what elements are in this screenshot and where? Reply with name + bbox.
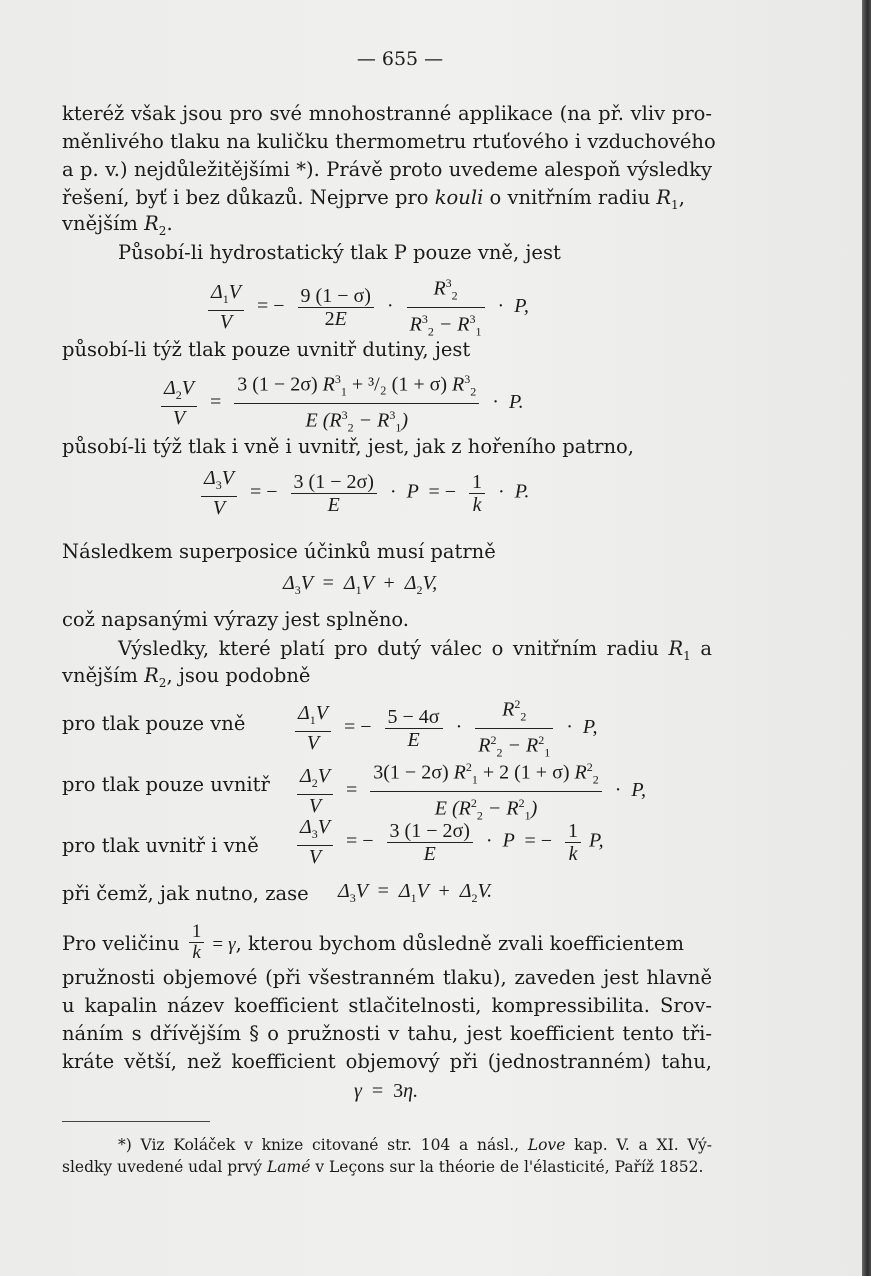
emphasis: kouli bbox=[434, 186, 484, 209]
binding-gutter bbox=[862, 0, 871, 1276]
page-number: — 655 — bbox=[356, 48, 444, 70]
text-line: Výsledky, které platí pro dutý válec o vnitřním radiu $R_1$ a bbox=[118, 637, 713, 663]
equation-cylinder-inner: $\frac{\Delta_2V}{V}$ = $\frac{3(1 - 2\sigma) R^2_1 + 2 (1 + \sigma) R^2_2}{E (R^2_2 - R^2_1)}$ · P, bbox=[294, 756, 646, 826]
label-outside: pro tlak pouze vně bbox=[62, 712, 246, 735]
text-line: Působí-li hydrostatický tlak P pouze vně, jest bbox=[118, 241, 561, 264]
text-line: řešení, byť i bez důkazů. Nejprve pro kouli o vnitřním radiu $R_1$, bbox=[62, 186, 685, 212]
text-line: a p. v.) nejdůležitějšími *). Právě proto uvedeme alespoň výsledky bbox=[62, 158, 712, 181]
text-line: u kapalin název koefficient stlačitelnosti, kompressibilita. Srov- bbox=[62, 994, 712, 1017]
text-line: náním s dřívějším § o pružnosti v tahu, jest koefficient tento tři- bbox=[62, 1022, 712, 1045]
equation-superposition: $\Delta_3V = \Delta_1V + \Delta_2V$, bbox=[283, 572, 438, 597]
text-line: což napsanými výrazy jest splněno. bbox=[62, 608, 410, 631]
text-line: vnějším $R_2$. bbox=[62, 212, 173, 238]
text-line: pružnosti objemové (při všestranném tlaku), zaveden jest hlavně bbox=[62, 966, 712, 989]
label-again: při čemž, jak nutno, zase bbox=[62, 882, 309, 905]
text-line: Pro veličinu $\frac{1}{k}$ = γ, kterou bychom důsledně zvali koefficientem bbox=[62, 921, 684, 963]
equation-outer-pressure: $\frac{\Delta_1V}{V}$ = − $\frac{9 (1 - \sigma)}{2E}$ · $\frac{R^3_2}{R^3_2 - R^3_1}$ · P, bbox=[205, 272, 529, 342]
label-inside: pro tlak pouze uvnitř bbox=[62, 773, 270, 796]
text-line: působí-li týž tlak i vně i uvnitř, jest, jak z hořeního patrno, bbox=[62, 435, 634, 458]
text-line: vnějším $R_2$, jsou podobně bbox=[62, 664, 311, 690]
equation-both-pressure: $\frac{\Delta_3V}{V}$ = − $\frac{3 (1 - 2\sigma)}{E}$ · P = − $\frac{1}{k}$ · P. bbox=[198, 467, 529, 519]
equation-inner-pressure: $\frac{\Delta_2V}{V}$ = $\frac{3 (1 - 2\sigma) R^3_1 + ^3/_2 (1 + \sigma) R^3_2}{E (R^3_2 - R^3_1)}$ · P. bbox=[158, 368, 524, 438]
equation-gamma-eta: γ = 3η. bbox=[354, 1080, 419, 1102]
text-line: působí-li týž tlak pouze uvnitř dutiny, jest bbox=[62, 338, 471, 361]
equation-cylinder-superposition: $\Delta_3V = \Delta_1V + \Delta_2V$. bbox=[338, 880, 493, 905]
footnote-line: *) Viz Koláček v knize citované str. 104 a násl., Love kap. V. a XI. Vý- bbox=[118, 1136, 712, 1154]
text-line: Následkem superposice účinků musí patrně bbox=[62, 540, 496, 563]
footnote-line: sledky uvedené udal prvý Lamé v Leçons sur la théorie de l'élasticité, Paříž 1852. bbox=[62, 1158, 704, 1176]
equation-gamma: $\frac{1}{k}$ = γ bbox=[186, 934, 236, 955]
text-line: měnlivého tlaku na kuličku thermometru rtuťového i vzduchového bbox=[62, 130, 716, 153]
equation-cylinder-outer: $\frac{\Delta_1V}{V}$ = − $\frac{5 - 4\sigma}{E}$ · $\frac{R^2_2}{R^2_2 - R^2_1}$ · P, bbox=[292, 693, 598, 763]
text-line: kráte větší, než koefficient objemový při (jednostranném) tahu, bbox=[62, 1050, 712, 1073]
equation-cylinder-both: $\frac{\Delta_3V}{V}$ = − $\frac{3 (1 - 2\sigma)}{E}$ · P = − $\frac{1}{k}$ P, bbox=[294, 816, 604, 868]
label-both: pro tlak uvnitř i vně bbox=[62, 834, 259, 857]
text-line: kteréž však jsou pro své mnohostranné applikace (na př. vliv pro- bbox=[62, 102, 712, 125]
footnote-rule bbox=[62, 1121, 210, 1122]
